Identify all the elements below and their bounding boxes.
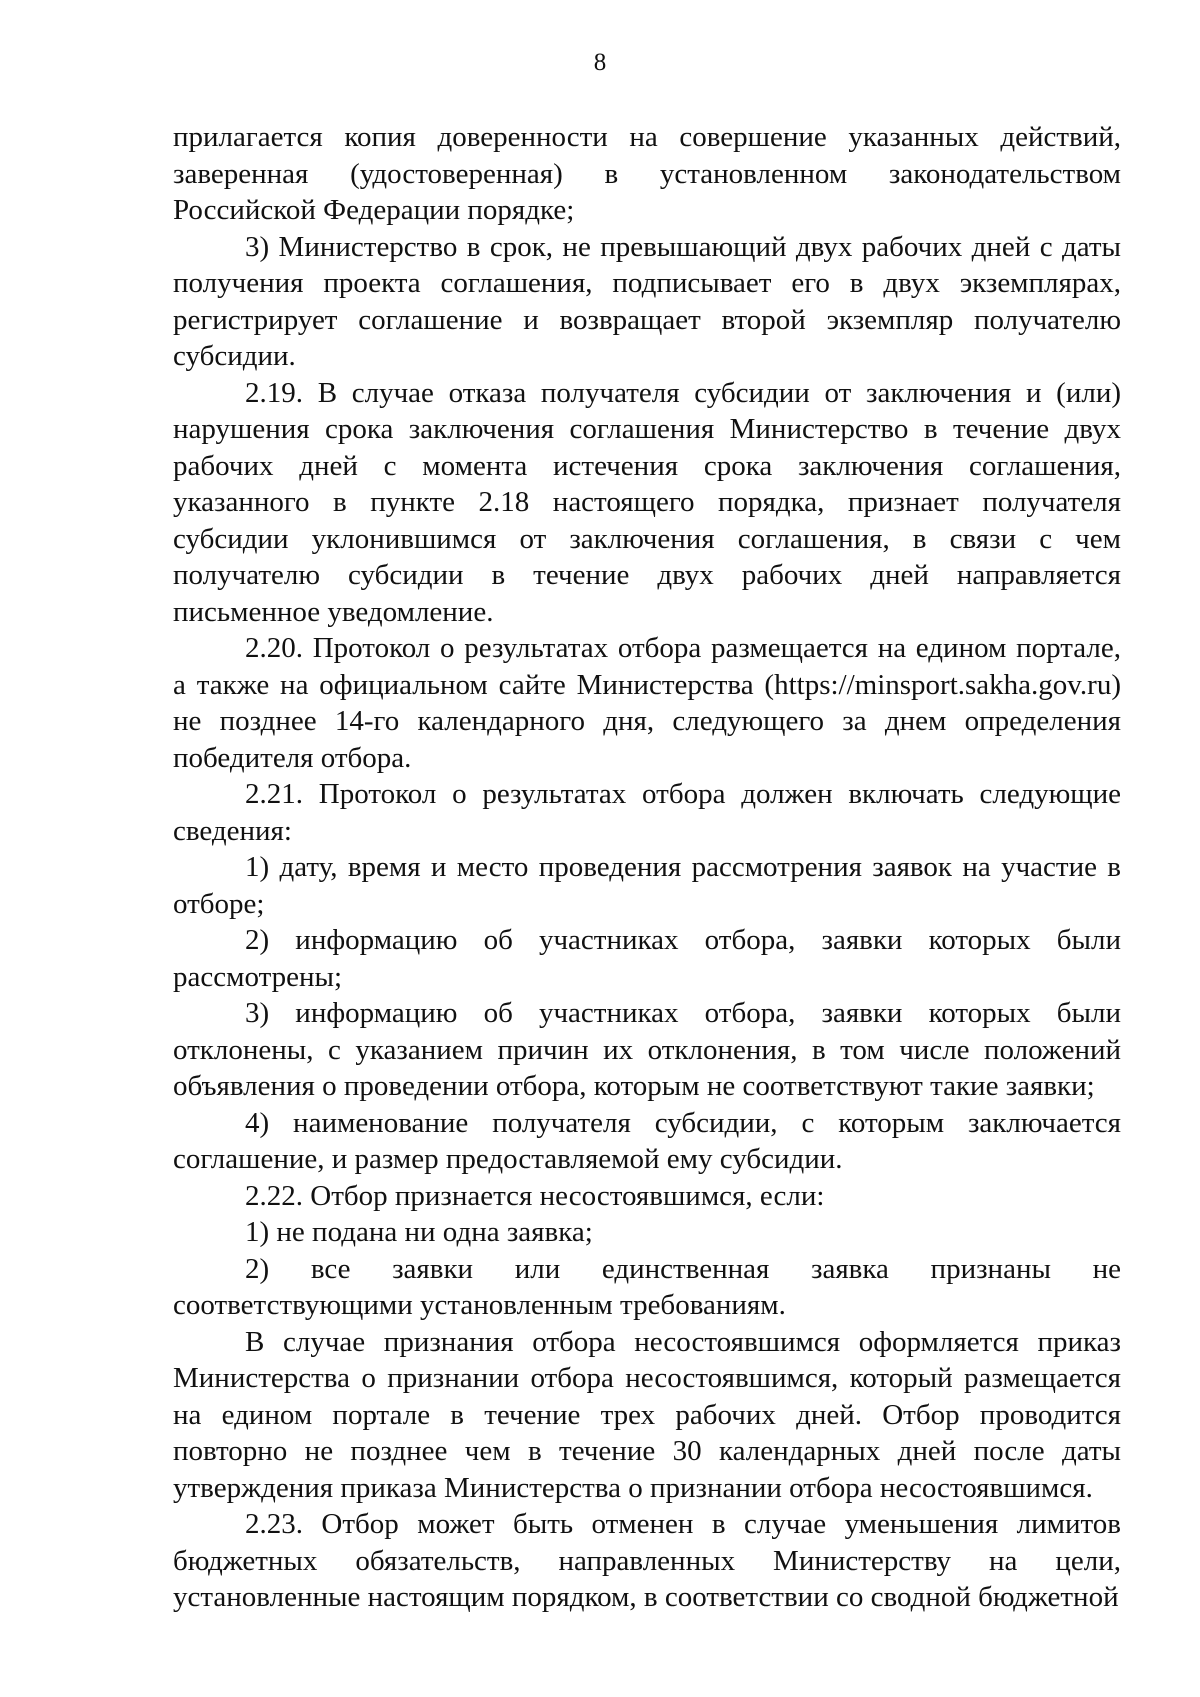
paragraph-2-23: 2.23. Отбор может быть отменен в случае уменьшения лимитов бюджетных обязательств, направленных Министерству на цели, установленные настоящим порядком, в соответствии со сводной бюджетной xyxy=(173,1508,1121,1613)
paragraph-2-21: 2.21. Протокол о результатах отбора должен включать следующие сведения: xyxy=(173,778,1121,847)
paragraph-2-20: 2.20. Протокол о результатах отбора размещается на едином портале, а также на официальном сайте Министерства (https://minsport.sakha.gov.ru) не позднее 14-го календарного дня, следующего за днем определения победителя отбора. xyxy=(173,632,1121,774)
paragraph-2-21-item-4: 4) наименование получателя субсидии, с которым заключается соглашение, и размер предоставляемой ему субсидии. xyxy=(173,1106,1121,1175)
paragraph-2-21-item-2: 2) информацию об участниках отбора, заявки которых были рассмотрены; xyxy=(173,924,1121,993)
paragraph-2-22-item-2: 2) все заявки или единственная заявка признаны не соответствующими установленным требованиям. xyxy=(173,1252,1121,1321)
document-body xyxy=(173,119,1121,1616)
paragraph-2-19: 2.19. В случае отказа получателя субсидии от заключения и (или) нарушения срока заключения соглашения Министерство в течение двух рабочих дней с момента истечения срока заключения соглашения, указанного в пункте 2.18 настоящего порядка, признает получателя субсидии уклонившимся от заключения соглашения, в связи с чем получателю субсидии в течение двух рабочих дней направляется письменное уведомление. xyxy=(173,376,1121,628)
paragraph-2-22: 2.22. Отбор признается несостоявшимся, если: xyxy=(245,1179,825,1212)
page-number: 8 xyxy=(593,49,607,76)
paragraph-2-21-item-3: 3) информацию об участниках отбора, заявки которых были отклонены, с указанием причин их отклонения, в том числе положений объявления о проведении отбора, которым не соответствуют такие заявки; xyxy=(173,997,1121,1102)
paragraph-2-21-item-1: 1) дату, время и место проведения рассмотрения заявок на участие в отборе; xyxy=(173,851,1121,920)
paragraph-failed-selection: В случае признания отбора несостоявшимся оформляется приказ Министерства о признании отбора несостоявшимся, который размещается на едином портале в течение трех рабочих дней. Отбор проводится повторно не позднее чем в течение 30 календарных дней после даты утверждения приказа Министерства о признании отбора несостоявшимся. xyxy=(173,1325,1121,1504)
paragraph-continuation: прилагается копия доверенности на совершение указанных действий, заверенная (удостоверенная) в установленном законодательством Российской Федерации порядке; xyxy=(173,121,1121,226)
paragraph-item-3: 3) Министерство в срок, не превышающий двух рабочих дней с даты получения проекта соглашения, подписывает его в двух экземплярах, регистрирует соглашение и возвращает второй экземпляр получателю субсидии. xyxy=(173,230,1121,372)
paragraph-2-22-item-1: 1) не подана ни одна заявка; xyxy=(245,1216,593,1248)
